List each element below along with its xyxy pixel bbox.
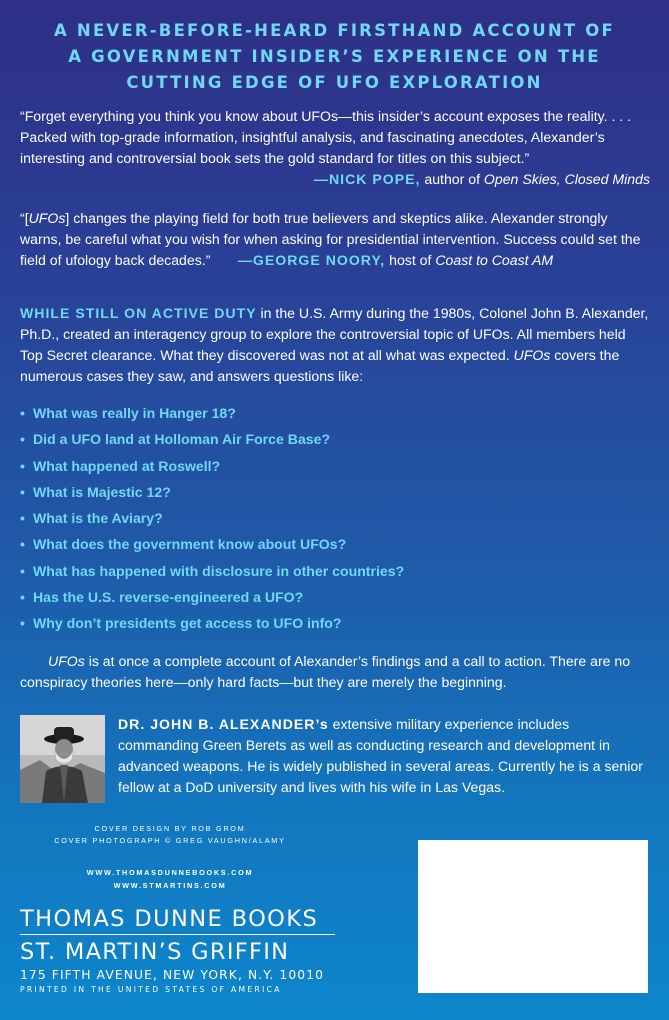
publisher-block [20, 906, 340, 997]
quote-text: “Forget everything you think you know about UFOs—this insider’s account exposes the reality. . . . Packed with top-grade information, insightful analysis, and fascinating anecdotes, Alexander’s interesting and controversial book sets the gold standard for titles on this subject.” [20, 108, 632, 166]
design-credit: COVER DESIGN BY ROB GROM [94, 824, 246, 833]
website-link[interactable]: WWW.STMARTINS.COM [113, 881, 227, 890]
author-bio [118, 714, 650, 798]
bullet-icon: • [20, 510, 25, 527]
question-text: Why don’t presidents get access to UFO info? [33, 615, 342, 632]
bio-text: extensive military experience includes commanding Green Berets as well as conducting research and development in advanced weapons. He is widely published in several areas. Currently he is a senior fellow at a DoD university and lives with his wife in Las Vegas. [118, 716, 643, 795]
bullet-icon: • [20, 483, 25, 500]
quote-attribution [20, 169, 650, 190]
endorsement-quote-pope [20, 106, 650, 190]
question-text: What happened at Roswell? [33, 457, 221, 474]
website-link[interactable]: WWW.THOMASDUNNEBOOKS.COM [86, 868, 254, 877]
question-text: What has happened with disclosure in other countries? [33, 562, 405, 579]
question-text: What was really in Hanger 18? [33, 405, 236, 421]
printed-notice: PRINTED IN THE UNITED STATES OF AMERICA [20, 985, 282, 994]
cover-credits [20, 823, 320, 847]
question-item [20, 484, 650, 510]
bullet-icon: • [20, 457, 25, 474]
attribution-work: Open Skies, Closed Minds [483, 171, 650, 187]
question-item [20, 405, 650, 431]
question-text: Did a UFO land at Holloman Air Force Base? [33, 431, 331, 448]
attribution-dash: — [313, 171, 329, 187]
attribution-work: Coast to Coast AM [435, 252, 554, 268]
question-item [20, 458, 650, 484]
quote-open: “[ [20, 210, 29, 226]
bullet-icon: • [20, 536, 25, 553]
photo-credit: COVER PHOTOGRAPH © GREG VAUGHN/ALAMY [54, 836, 286, 845]
book-title: UFOs [48, 653, 85, 669]
attribution-dash: — [237, 252, 253, 268]
book-title: UFOs [28, 210, 66, 226]
description-text-end: covers the numerous cases they saw, and answers questions like: [20, 347, 620, 384]
question-text: Has the U.S. reverse-engineered a UFO? [33, 589, 304, 606]
question-list [20, 405, 650, 642]
author-name: DR. JOHN B. ALEXANDER’s [118, 716, 329, 732]
closing-paragraph [20, 651, 650, 693]
headline [0, 18, 669, 96]
attribution-name-group [238, 252, 385, 268]
publisher-name: ST. MARTIN’S GRIFFIN [20, 939, 290, 965]
question-text: What is the Aviary? [33, 510, 163, 527]
book-title: UFOs [513, 347, 551, 363]
bullet-icon: • [20, 589, 25, 606]
question-item [20, 510, 650, 536]
publisher-divider [20, 934, 335, 935]
attribution-role: host of [385, 252, 436, 268]
attribution-role: author of [420, 171, 484, 187]
description-text: in the U.S. Army during the 1980s, Colonel John B. Alexander, Ph.D., created an interagency group to explore the controversial topic of UFOs. All members held Top Secret clearance. What they discovered was not at all what was expected. [20, 305, 649, 363]
author-photo [20, 715, 105, 803]
headline-line: A GOVERNMENT INSIDER’S EXPERIENCE ON THE [68, 47, 601, 66]
question-item [20, 563, 650, 589]
headline-line: A NEVER-BEFORE-HEARD FIRSTHAND ACCOUNT OF [54, 21, 615, 40]
question-text: What is Majestic 12? [33, 483, 171, 500]
closing-text: is at once a complete account of Alexander’s findings and a call to action. There are no conspiracy theories here—only hard facts—but they are merely the beginning. [20, 653, 631, 690]
description-paragraph [20, 303, 650, 387]
website-list [20, 866, 320, 892]
lead-in: WHILE STILL ON ACTIVE DUTY [20, 305, 257, 321]
quote-text: ] changes the playing field for both true believers and skeptics alike. Alexander strongly warns, be careful what you wish for when asking for presidential intervention. Success could set the field of ufology back decades.” [20, 210, 641, 268]
bullet-icon: • [20, 431, 25, 448]
question-item [20, 431, 650, 457]
publisher-imprint: THOMAS DUNNE BOOKS [20, 906, 319, 932]
bullet-icon: • [20, 562, 25, 579]
bullet-icon: • [20, 615, 25, 632]
headline-line: CUTTING EDGE OF UFO EXPLORATION [126, 73, 543, 92]
barcode-area [418, 840, 648, 993]
question-item [20, 589, 650, 615]
attribution-name: GEORGE NOORY, [252, 252, 386, 268]
publisher-address: 175 FIFTH AVENUE, NEW YORK, N.Y. 10010 [20, 968, 325, 982]
attribution-name: NICK POPE, [329, 171, 421, 187]
bullet-icon: • [20, 405, 25, 421]
author-photo-image [20, 715, 105, 803]
question-item [20, 536, 650, 562]
question-item [20, 615, 650, 641]
endorsement-quote-noory [20, 208, 650, 271]
question-text: What does the government know about UFOs? [33, 536, 347, 553]
